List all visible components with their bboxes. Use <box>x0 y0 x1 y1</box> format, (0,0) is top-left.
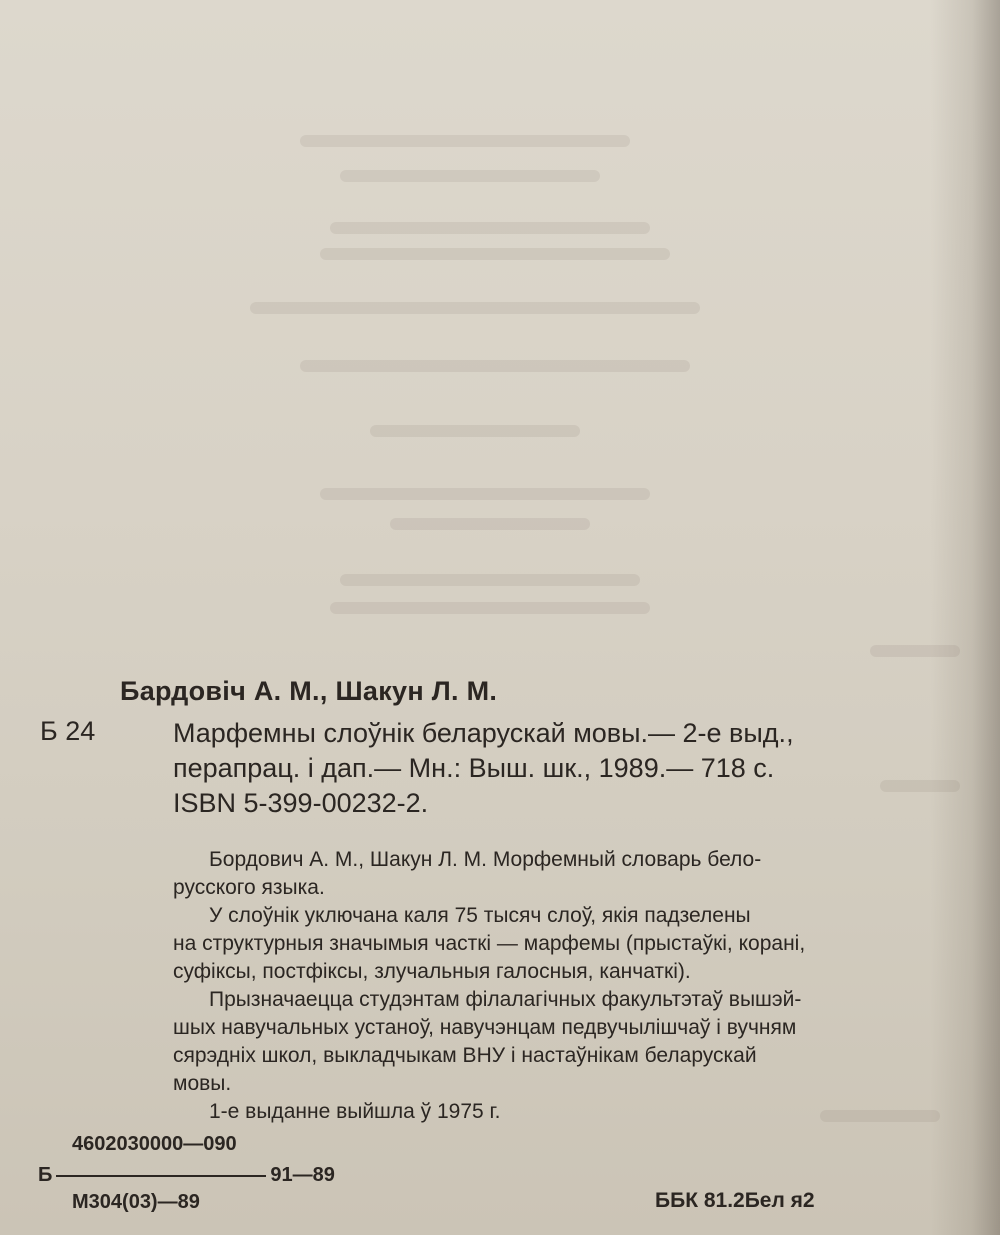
code-fraction-line <box>38 1164 335 1187</box>
annotation <box>173 846 973 1126</box>
audience-line-2: шых навучальных устаноў, навучэнцам педвучылішчаў і вучням <box>173 1016 797 1039</box>
code-denominator: М304(03)—89 <box>72 1191 200 1213</box>
authors-heading: Бардовіч А. М., Шакун Л. М. <box>120 676 498 706</box>
code-letter: Б <box>38 1164 53 1186</box>
first-edition-note: 1-е выданне выйшла ў 1975 г. <box>209 1100 501 1123</box>
audience-line-3: сярэдніх школ, выкладчыкам ВНУ і настаўнікам беларускай <box>173 1044 757 1067</box>
audience-line-1: Прызначаецца студэнтам філалагічных факультэтаў вышэй- <box>209 988 802 1011</box>
bib-line-2: перапрац. і дап.— Мн.: Выш. шк., 1989.— 718 с. <box>173 753 775 783</box>
bibliographic-description <box>173 716 794 821</box>
content-line-2: на структурныя значымыя часткі — марфемы (прыстаўкі, корані, <box>173 932 806 955</box>
russian-title-line-2: русского языка. <box>173 876 325 899</box>
publication-codes <box>0 1133 1000 1223</box>
audience-line-4: мовы. <box>173 1072 232 1095</box>
content-line-1: У слоўнік уключана каля 75 тысяч слоў, якія падзелены <box>209 904 751 927</box>
bib-line-1: Марфемны слоўнік беларускай мовы.— 2-е выд., <box>173 718 794 748</box>
content-line-3: суфіксы, постфіксы, злучальныя галосныя, канчаткі). <box>173 960 691 983</box>
bib-line-3-isbn: ISBN 5-399-00232-2. <box>173 788 429 818</box>
code-year: 91—89 <box>270 1164 335 1186</box>
code-numerator: 4602030000—090 <box>72 1133 237 1155</box>
library-index: Б 24 <box>40 716 96 746</box>
russian-title-line-1: Бордович А. М., Шакун Л. М. Морфемный словарь бело- <box>209 848 762 871</box>
bbk-classification: ББК 81.2Бел я2 <box>655 1189 815 1212</box>
fraction-rule <box>56 1175 266 1177</box>
